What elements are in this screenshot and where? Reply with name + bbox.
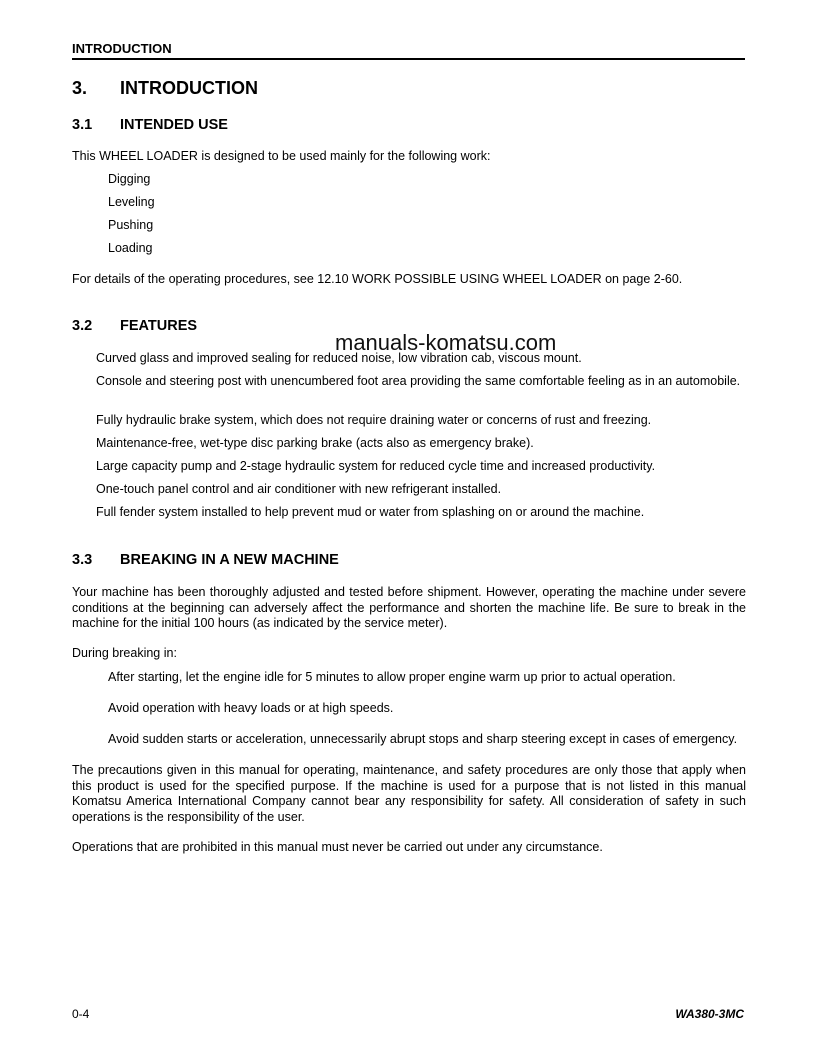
feature-item: Large capacity pump and 2-stage hydraulic system for reduced cycle time and increased productivity. (96, 459, 656, 473)
paragraph: This WHEEL LOADER is designed to be used mainly for the following work: (72, 149, 491, 163)
header-rule (72, 58, 745, 60)
list-item: Loading (108, 241, 153, 255)
section-number: 3.1 (72, 117, 93, 133)
section-title: BREAKING IN A NEW MACHINE (120, 552, 339, 568)
chapter-title: INTRODUCTION (120, 78, 258, 98)
watermark: manuals-komatsu.com (335, 330, 557, 355)
list-item: Leveling (108, 195, 155, 209)
feature-item: Fully hydraulic brake system, which does not require draining water or concerns of rust and freezing. (96, 413, 652, 427)
section-title: INTENDED USE (120, 117, 228, 133)
section-title: FEATURES (120, 318, 198, 334)
list-item: After starting, let the engine idle for 5 minutes to allow proper engine warm up prior to actual operation. (108, 670, 676, 684)
feature-item: Full fender system installed to help prevent mud or water from splashing on or around the machine. (96, 505, 645, 519)
paragraph: For details of the operating procedures, see 12.10 WORK POSSIBLE USING WHEEL LOADER on page 2-60. (72, 272, 683, 286)
feature-item: Maintenance-free, wet-type disc parking brake (acts also as emergency brake). (96, 436, 534, 450)
paragraph: Your machine has been thoroughly adjusted and tested before shipment. However, operating the machine under severe conditions at the beginning can adversely affect the performance and shorten the machine life. Be sure to break in the machine for the initial 100 hours (as indicated by the service meter). (72, 585, 746, 630)
model-code: WA380-3MC (675, 1007, 744, 1021)
list-item: Pushing (108, 218, 154, 232)
list-item: Digging (108, 172, 151, 186)
section-number: 3.2 (72, 318, 93, 334)
running-header: INTRODUCTION (72, 41, 172, 56)
feature-item: One-touch panel control and air conditioner with new refrigerant installed. (96, 482, 502, 496)
feature-item: Curved glass and improved sealing for reduced noise, low vibration cab, viscous mount. (96, 351, 582, 365)
paragraph: The precautions given in this manual for operating, maintenance, and safety procedures are only those that apply when this product is used for the specified purpose. If the machine is used for a purpose that is not listed in this manual Komatsu America International Company cannot bear any responsibility for safety. All consideration of safety in such operations is the responsibility of the user. (72, 763, 746, 824)
feature-item: Console and steering post with unencumbered foot area providing the same comfortable feeling as in an automobile. (96, 374, 741, 388)
list-item: Avoid sudden starts or acceleration, unnecessarily abrupt stops and sharp steering except in cases of emergency. (108, 732, 738, 746)
paragraph: Operations that are prohibited in this manual must never be carried out under any circumstance. (72, 840, 603, 854)
list-item: Avoid operation with heavy loads or at high speeds. (108, 701, 394, 715)
chapter-number: 3. (72, 78, 88, 98)
section-number: 3.3 (72, 552, 93, 568)
page-number: 0-4 (72, 1007, 90, 1021)
paragraph: During breaking in: (72, 646, 177, 660)
